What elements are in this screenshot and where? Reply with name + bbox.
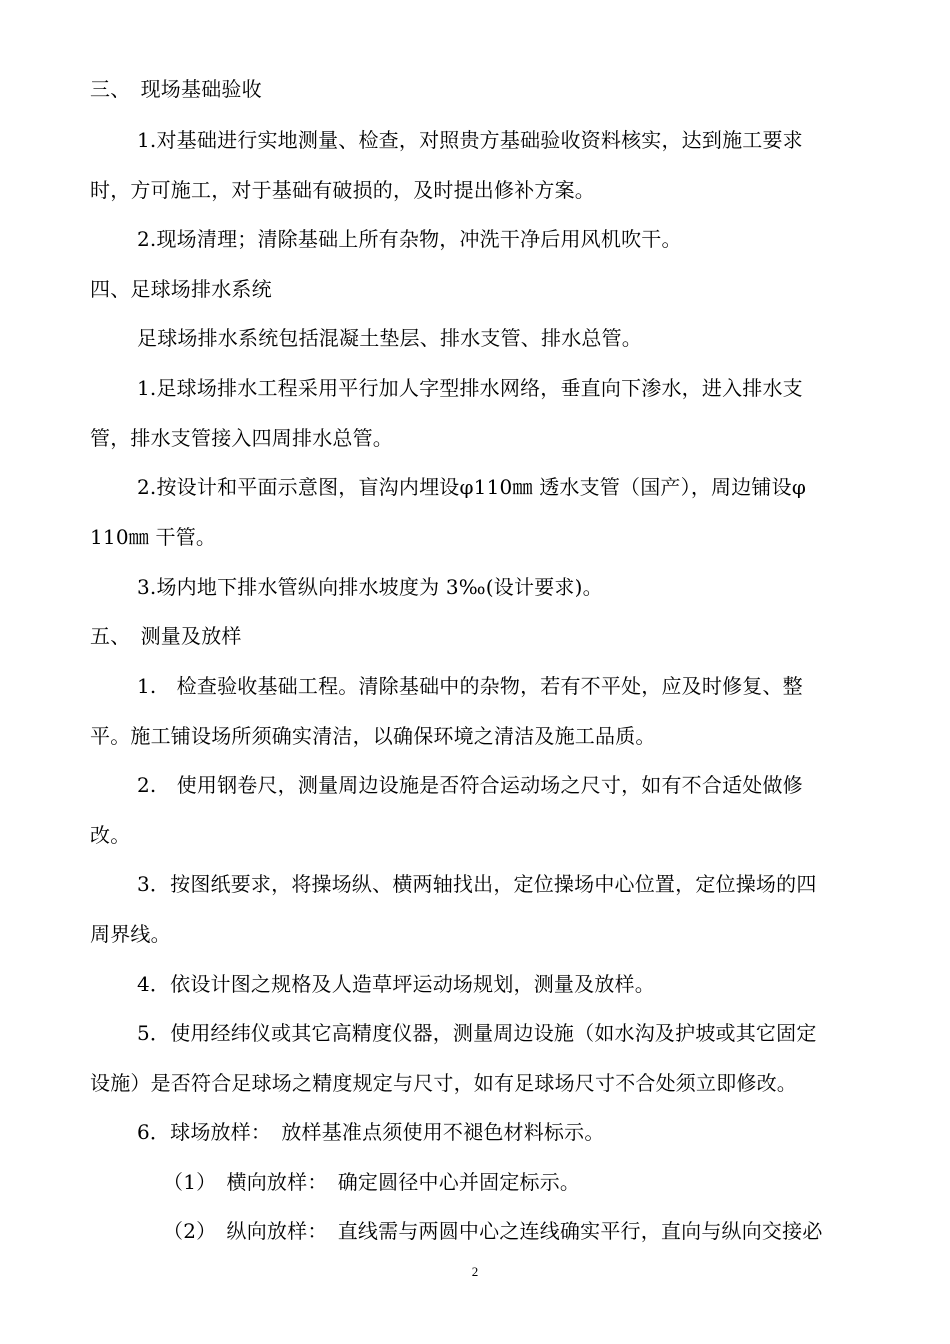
- paragraph-line: 5．使用经纬仪或其它高精度仪器，测量周边设施（如水沟及护坡或其它固定: [137, 1021, 817, 1045]
- paragraph-line: 6．球场放样： 放样基准点须使用不褪色材料标示。: [137, 1120, 605, 1144]
- paragraph-line: 时，方可施工，对于基础有破损的，及时提出修补方案。: [90, 178, 595, 202]
- paragraph-line: 足球场排水系统包括混凝土垫层、排水支管、排水总管。: [137, 326, 642, 350]
- sub-item-line: （1） 横向放样： 确定圆径中心并固定标示。: [163, 1170, 581, 1194]
- paragraph-line: 周界线。: [90, 922, 171, 946]
- paragraph-line: 3.场内地下排水管纵向排水坡度为 3‰(设计要求)。: [137, 575, 603, 599]
- paragraph-line: 2. 使用钢卷尺，测量周边设施是否符合运动场之尺寸，如有不合适处做修: [137, 773, 803, 797]
- paragraph-line: 2.按设计和平面示意图，盲沟内埋设φ110㎜ 透水支管（国产），周边铺设φ: [137, 475, 807, 499]
- paragraph-line: 110㎜ 干管。: [90, 525, 217, 549]
- paragraph-line: 1.足球场排水工程采用平行加人字型排水网络，垂直向下渗水，进入排水支: [137, 376, 803, 400]
- paragraph-line: 2.现场清理；清除基础上所有杂物，冲洗干净后用风机吹干。: [137, 227, 682, 251]
- section-heading-4: 四、足球场排水系统: [90, 277, 272, 301]
- paragraph-line: 1.对基础进行实地测量、检查，对照贵方基础验收资料核实，达到施工要求: [137, 128, 803, 152]
- paragraph-line: 管，排水支管接入四周排水总管。: [90, 426, 393, 450]
- section-heading-3: 三、 现场基础验收: [90, 77, 262, 101]
- paragraph-line: 4．依设计图之规格及人造草坪运动场规划，测量及放样。: [137, 972, 655, 996]
- paragraph-line: 改。: [90, 823, 131, 847]
- paragraph-line: 设施）是否符合足球场之精度规定与尺寸，如有足球场尺寸不合处须立即修改。: [90, 1071, 797, 1095]
- section-heading-5: 五、 测量及放样: [90, 624, 242, 648]
- page-number: 2: [471, 1264, 479, 1279]
- paragraph-line: 1. 检查验收基础工程。清除基础中的杂物，若有不平处，应及时修复、整: [137, 674, 803, 698]
- paragraph-line: 3．按图纸要求，将操场纵、横两轴找出，定位操场中心位置，定位操场的四: [137, 872, 817, 896]
- sub-item-line: （2） 纵向放样： 直线需与两圆中心之连线确实平行，直向与纵向交接必: [163, 1219, 823, 1243]
- paragraph-line: 平。施工铺设场所须确实清洁，以确保环境之清洁及施工品质。: [90, 724, 656, 748]
